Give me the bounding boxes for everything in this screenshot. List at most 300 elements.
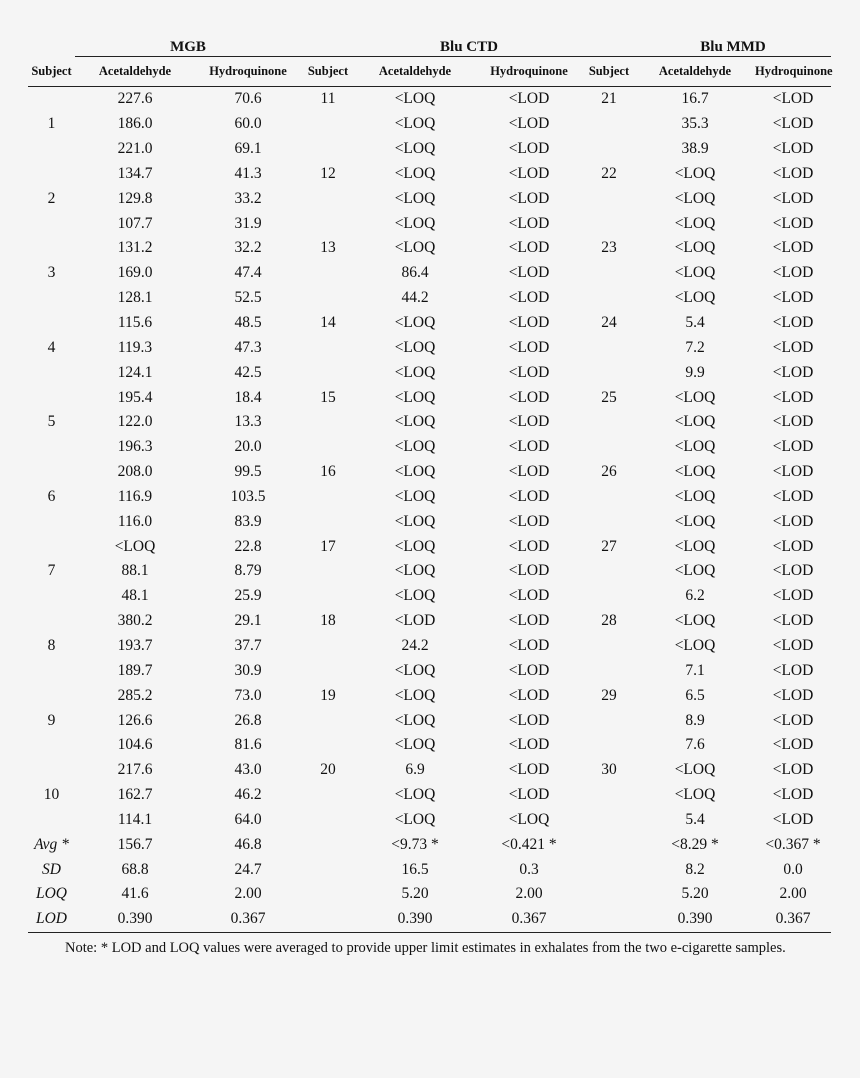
table-row bbox=[28, 509, 831, 534]
table-cell: <LOQ bbox=[394, 90, 436, 108]
table-cell: <LOQ bbox=[508, 810, 550, 828]
table-cell: 115.6 bbox=[117, 314, 153, 332]
table-cell bbox=[583, 186, 635, 211]
table-row bbox=[28, 360, 831, 385]
table-cell bbox=[301, 783, 355, 808]
table-cell: 186.0 bbox=[117, 115, 153, 133]
table-row bbox=[28, 609, 831, 634]
column-header: Acetaldehyde bbox=[75, 57, 195, 87]
table-cell bbox=[28, 87, 75, 112]
table-cell: <LOD bbox=[772, 810, 814, 828]
table-cell: 16 bbox=[320, 463, 336, 481]
table-cell: 126.6 bbox=[117, 711, 153, 729]
table-cell: <LOQ bbox=[674, 164, 716, 182]
table-cell: 22.8 bbox=[234, 537, 262, 555]
table-cell: 103.5 bbox=[230, 487, 266, 505]
table-cell: <LOD bbox=[508, 90, 550, 108]
summary-cell: 0.367 bbox=[475, 907, 583, 932]
table-footnote: Note: * LOD and LOQ values were averaged to provide upper limit estimates in exhalates from the two e-cigarette samples. bbox=[65, 940, 786, 956]
table-cell: 86.4 bbox=[401, 264, 429, 282]
table-body bbox=[28, 87, 831, 933]
table-cell: 9.9 bbox=[685, 363, 705, 381]
table-row bbox=[28, 534, 831, 559]
table-cell bbox=[301, 807, 355, 832]
table-cell bbox=[583, 658, 635, 683]
table-cell: <LOD bbox=[508, 388, 550, 406]
table-cell: <LOD bbox=[508, 612, 550, 630]
table-cell bbox=[28, 509, 75, 534]
empty-cell bbox=[583, 832, 635, 857]
table-cell: 29 bbox=[601, 686, 617, 704]
table-row bbox=[28, 87, 831, 112]
table-cell bbox=[301, 137, 355, 162]
table-cell bbox=[583, 211, 635, 236]
table-cell: 16.7 bbox=[681, 90, 709, 108]
table-cell: <LOD bbox=[508, 115, 550, 133]
table-cell bbox=[301, 509, 355, 534]
table-cell: 24 bbox=[601, 314, 617, 332]
table-cell: <LOD bbox=[772, 512, 814, 530]
empty-cell bbox=[301, 857, 355, 882]
empty-cell bbox=[583, 882, 635, 907]
table-cell: <LOQ bbox=[674, 786, 716, 804]
table-cell: <LOQ bbox=[394, 115, 436, 133]
summary-row bbox=[28, 882, 831, 907]
table-cell: 285.2 bbox=[117, 686, 153, 704]
table-cell bbox=[583, 137, 635, 162]
table-cell bbox=[301, 435, 355, 460]
table-cell: 2 bbox=[47, 189, 56, 207]
empty-cell bbox=[583, 857, 635, 882]
table-cell bbox=[583, 733, 635, 758]
table-cell: <LOD bbox=[772, 587, 814, 605]
table-cell: 33.2 bbox=[234, 189, 262, 207]
table-cell: 162.7 bbox=[117, 786, 153, 804]
table-cell: 26.8 bbox=[234, 711, 262, 729]
table-cell: <LOQ bbox=[394, 711, 436, 729]
table-cell bbox=[28, 758, 75, 783]
table-cell: <LOQ bbox=[394, 438, 436, 456]
table-cell: <LOQ bbox=[394, 314, 436, 332]
table-cell: <LOQ bbox=[394, 562, 436, 580]
table-cell: 46.2 bbox=[234, 786, 262, 804]
table-cell: <LOQ bbox=[394, 786, 436, 804]
table-cell: <LOQ bbox=[674, 388, 716, 406]
table-cell: 37.7 bbox=[234, 636, 262, 654]
table-cell: 3 bbox=[47, 264, 56, 282]
table-cell bbox=[583, 559, 635, 584]
table-cell: 107.7 bbox=[117, 214, 153, 232]
table-cell: <LOQ bbox=[674, 239, 716, 257]
table-cell: <LOQ bbox=[674, 487, 716, 505]
table-cell: <LOD bbox=[508, 289, 550, 307]
table-cell bbox=[301, 559, 355, 584]
summary-row bbox=[28, 832, 831, 857]
table-cell bbox=[28, 385, 75, 410]
table-cell: <LOD bbox=[772, 90, 814, 108]
table-row bbox=[28, 733, 831, 758]
table-cell: 169.0 bbox=[117, 264, 153, 282]
data-table-container bbox=[28, 34, 831, 933]
table-cell: <LOD bbox=[508, 239, 550, 257]
table-cell: <LOD bbox=[772, 537, 814, 555]
summary-cell: 2.00 bbox=[515, 885, 543, 903]
table-cell: <LOD bbox=[772, 711, 814, 729]
column-header: Acetaldehyde bbox=[635, 57, 755, 87]
table-cell: <LOQ bbox=[394, 512, 436, 530]
table-cell: 18 bbox=[320, 612, 336, 630]
table-cell: 6.9 bbox=[405, 761, 425, 779]
table-cell: 119.3 bbox=[117, 338, 153, 356]
table-cell: 195.4 bbox=[117, 388, 153, 406]
group-header-blu-mmd: Blu MMD bbox=[635, 34, 831, 57]
group-header-mgb: MGB bbox=[75, 34, 301, 57]
exhalate-data-table bbox=[28, 34, 831, 933]
table-cell bbox=[28, 460, 75, 485]
table-cell bbox=[583, 360, 635, 385]
table-cell: <LOD bbox=[508, 463, 550, 481]
table-cell: 6.5 bbox=[685, 686, 705, 704]
table-cell: 52.5 bbox=[234, 289, 262, 307]
table-row bbox=[28, 758, 831, 783]
table-cell: <LOD bbox=[772, 264, 814, 282]
table-cell: 7 bbox=[47, 562, 56, 580]
table-cell: <LOQ bbox=[674, 537, 716, 555]
table-cell: <LOD bbox=[772, 164, 814, 182]
table-cell: <LOD bbox=[508, 413, 550, 431]
table-cell: 47.4 bbox=[234, 264, 262, 282]
table-cell: 193.7 bbox=[117, 636, 153, 654]
table-cell bbox=[28, 360, 75, 385]
table-cell: <LOD bbox=[772, 661, 814, 679]
table-cell bbox=[301, 410, 355, 435]
table-cell: 7.6 bbox=[685, 736, 705, 754]
table-row bbox=[28, 584, 831, 609]
table-cell: 9 bbox=[47, 711, 56, 729]
table-cell: <LOQ bbox=[394, 810, 436, 828]
table-cell: 116.0 bbox=[117, 512, 153, 530]
table-cell: <LOQ bbox=[394, 214, 436, 232]
table-cell bbox=[583, 410, 635, 435]
table-cell: <LOQ bbox=[394, 189, 436, 207]
table-cell: 11 bbox=[320, 90, 336, 108]
table-cell: <LOQ bbox=[674, 413, 716, 431]
empty-cell bbox=[583, 907, 635, 932]
table-cell: 7.1 bbox=[685, 661, 705, 679]
table-cell: 128.1 bbox=[117, 289, 153, 307]
table-cell: <LOD bbox=[508, 587, 550, 605]
table-cell: 29.1 bbox=[234, 612, 262, 630]
column-header-row bbox=[28, 57, 831, 87]
summary-cell: <0.367 * bbox=[765, 835, 821, 853]
table-cell: 32.2 bbox=[234, 239, 262, 257]
summary-cell: 68.8 bbox=[121, 860, 149, 878]
table-cell: <LOQ bbox=[674, 438, 716, 456]
table-cell: 28 bbox=[601, 612, 617, 630]
table-cell: <LOQ bbox=[674, 612, 716, 630]
table-cell: <LOQ bbox=[394, 736, 436, 754]
table-cell bbox=[28, 733, 75, 758]
table-cell: 196.3 bbox=[117, 438, 153, 456]
table-cell: <LOD bbox=[508, 636, 550, 654]
table-cell: <LOD bbox=[772, 463, 814, 481]
table-cell: <LOD bbox=[508, 711, 550, 729]
table-cell: <LOD bbox=[508, 761, 550, 779]
summary-label: LOD bbox=[28, 907, 75, 932]
table-cell: 4 bbox=[47, 338, 56, 356]
column-header: Subject bbox=[301, 57, 355, 87]
column-header: Acetaldehyde bbox=[355, 57, 475, 87]
table-cell: 41.3 bbox=[234, 164, 262, 182]
table-cell: 64.0 bbox=[234, 810, 262, 828]
table-cell bbox=[28, 137, 75, 162]
table-cell: 47.3 bbox=[234, 338, 262, 356]
table-cell bbox=[301, 708, 355, 733]
summary-row bbox=[28, 857, 831, 882]
summary-cell: 16.5 bbox=[401, 860, 429, 878]
table-cell: <LOD bbox=[772, 140, 814, 158]
summary-cell: 0.367 bbox=[195, 907, 301, 932]
empty-cell bbox=[301, 882, 355, 907]
table-cell: 13.3 bbox=[234, 413, 262, 431]
table-cell bbox=[583, 708, 635, 733]
table-cell: 19 bbox=[320, 686, 336, 704]
table-cell: 8.9 bbox=[685, 711, 705, 729]
table-cell: <LOQ bbox=[394, 239, 436, 257]
table-cell: 38.9 bbox=[681, 140, 709, 158]
table-cell bbox=[583, 584, 635, 609]
table-cell: <LOQ bbox=[394, 363, 436, 381]
table-cell: <LOD bbox=[772, 338, 814, 356]
table-cell: 27 bbox=[601, 537, 617, 555]
table-row bbox=[28, 137, 831, 162]
table-cell: <LOQ bbox=[394, 388, 436, 406]
table-cell: 14 bbox=[320, 314, 336, 332]
table-cell bbox=[301, 335, 355, 360]
table-row bbox=[28, 683, 831, 708]
table-cell: <LOD bbox=[508, 487, 550, 505]
summary-cell: 41.6 bbox=[121, 885, 149, 903]
summary-cell: 0.0 bbox=[783, 860, 803, 878]
table-cell bbox=[301, 261, 355, 286]
table-cell: 217.6 bbox=[117, 761, 153, 779]
table-cell: <LOD bbox=[508, 686, 550, 704]
table-cell: 20 bbox=[320, 761, 336, 779]
table-cell bbox=[28, 683, 75, 708]
table-cell bbox=[583, 783, 635, 808]
table-cell: <LOD bbox=[772, 736, 814, 754]
table-cell bbox=[583, 335, 635, 360]
table-cell: <LOQ bbox=[674, 562, 716, 580]
table-cell: 70.6 bbox=[234, 90, 262, 108]
group-header-row bbox=[28, 34, 831, 57]
summary-cell: 8.2 bbox=[685, 860, 705, 878]
table-row bbox=[28, 634, 831, 659]
table-cell: <LOQ bbox=[394, 140, 436, 158]
column-header: Hydroquinone bbox=[475, 57, 583, 87]
table-cell: <LOD bbox=[772, 413, 814, 431]
table-cell: 60.0 bbox=[234, 115, 262, 133]
table-row bbox=[28, 236, 831, 261]
summary-cell: 2.00 bbox=[779, 885, 807, 903]
table-cell bbox=[301, 485, 355, 510]
table-cell: 114.1 bbox=[117, 810, 153, 828]
table-cell: <LOD bbox=[772, 562, 814, 580]
table-cell bbox=[583, 435, 635, 460]
summary-cell: 0.390 bbox=[75, 907, 195, 932]
table-cell: <LOQ bbox=[674, 214, 716, 232]
table-cell: 1 bbox=[47, 115, 56, 133]
table-cell bbox=[28, 807, 75, 832]
summary-cell: 5.20 bbox=[681, 885, 709, 903]
summary-label: LOQ bbox=[35, 885, 67, 903]
table-cell: 22 bbox=[601, 164, 617, 182]
table-cell bbox=[28, 236, 75, 261]
table-cell bbox=[301, 112, 355, 137]
table-cell: 18.4 bbox=[234, 388, 262, 406]
table-cell: 48.5 bbox=[234, 314, 262, 332]
table-cell bbox=[28, 609, 75, 634]
table-cell bbox=[583, 261, 635, 286]
table-cell: 88.1 bbox=[121, 562, 149, 580]
column-header: Subject bbox=[583, 57, 635, 87]
table-cell: <LOQ bbox=[674, 264, 716, 282]
empty-cell bbox=[301, 907, 355, 932]
summary-cell: <9.73 * bbox=[391, 835, 439, 853]
summary-cell: 46.8 bbox=[234, 835, 262, 853]
table-cell: <LOQ bbox=[394, 487, 436, 505]
table-row bbox=[28, 485, 831, 510]
table-cell bbox=[28, 211, 75, 236]
table-cell: 7.2 bbox=[685, 338, 705, 356]
summary-cell: 2.00 bbox=[234, 885, 262, 903]
table-cell: 8 bbox=[47, 636, 56, 654]
table-cell: <LOQ bbox=[394, 537, 436, 555]
table-cell: 221.0 bbox=[117, 140, 153, 158]
table-cell: 116.9 bbox=[117, 487, 153, 505]
table-cell: <LOD bbox=[508, 537, 550, 555]
table-cell: 83.9 bbox=[234, 512, 262, 530]
table-cell: 124.1 bbox=[117, 363, 153, 381]
table-cell: 25 bbox=[601, 388, 617, 406]
table-cell bbox=[301, 658, 355, 683]
table-cell: 26 bbox=[601, 463, 617, 481]
table-row bbox=[28, 186, 831, 211]
column-header: Hydroquinone bbox=[755, 57, 831, 87]
table-cell: 43.0 bbox=[234, 761, 262, 779]
table-row bbox=[28, 658, 831, 683]
table-cell: 5.4 bbox=[685, 810, 705, 828]
table-cell: <LOD bbox=[508, 314, 550, 332]
table-cell: 23 bbox=[601, 239, 617, 257]
table-cell: <LOD bbox=[772, 636, 814, 654]
table-cell: 99.5 bbox=[234, 463, 262, 481]
table-row bbox=[28, 559, 831, 584]
table-cell: 81.6 bbox=[234, 736, 262, 754]
table-cell: <LOD bbox=[508, 189, 550, 207]
summary-cell: 0.390 bbox=[355, 907, 475, 932]
table-cell bbox=[583, 485, 635, 510]
table-row bbox=[28, 460, 831, 485]
table-cell: 24.2 bbox=[401, 636, 429, 654]
table-cell bbox=[583, 807, 635, 832]
table-cell: <LOQ bbox=[674, 636, 716, 654]
table-row bbox=[28, 807, 831, 832]
summary-cell: 156.7 bbox=[117, 835, 153, 853]
table-cell: 21 bbox=[601, 90, 617, 108]
table-cell: <LOD bbox=[508, 736, 550, 754]
table-cell: 15 bbox=[320, 388, 336, 406]
table-cell: <LOQ bbox=[394, 686, 436, 704]
table-cell: 35.3 bbox=[681, 115, 709, 133]
table-cell bbox=[28, 435, 75, 460]
table-cell: <LOQ bbox=[674, 289, 716, 307]
table-cell: 30.9 bbox=[234, 661, 262, 679]
table-cell: <LOD bbox=[772, 438, 814, 456]
table-cell: <LOD bbox=[772, 612, 814, 630]
summary-cell: 0.367 bbox=[755, 907, 831, 932]
table-row bbox=[28, 211, 831, 236]
table-cell bbox=[28, 311, 75, 336]
table-cell: 6.2 bbox=[685, 587, 705, 605]
table-cell: 44.2 bbox=[401, 289, 429, 307]
table-cell: 73.0 bbox=[234, 686, 262, 704]
table-cell: <LOQ bbox=[674, 463, 716, 481]
table-cell bbox=[583, 112, 635, 137]
table-cell bbox=[301, 584, 355, 609]
table-cell: 227.6 bbox=[117, 90, 153, 108]
table-cell: <LOD bbox=[508, 786, 550, 804]
table-cell bbox=[583, 509, 635, 534]
table-cell: <LOQ bbox=[394, 587, 436, 605]
group-header-blu-ctd: Blu CTD bbox=[355, 34, 583, 57]
table-row bbox=[28, 708, 831, 733]
table-cell: 208.0 bbox=[117, 463, 153, 481]
summary-label: Avg * bbox=[34, 835, 69, 853]
table-row bbox=[28, 112, 831, 137]
table-row bbox=[28, 385, 831, 410]
table-cell: <LOD bbox=[772, 686, 814, 704]
table-cell: <LOD bbox=[508, 214, 550, 232]
table-cell: 134.7 bbox=[117, 164, 153, 182]
table-cell: <LOD bbox=[394, 612, 436, 630]
table-cell: 5 bbox=[47, 413, 56, 431]
table-cell: <LOD bbox=[508, 164, 550, 182]
table-cell: 17 bbox=[320, 537, 336, 555]
table-cell: 8.79 bbox=[234, 562, 262, 580]
column-header: Hydroquinone bbox=[195, 57, 301, 87]
table-row bbox=[28, 783, 831, 808]
table-cell: <LOD bbox=[772, 487, 814, 505]
table-cell: 42.5 bbox=[234, 363, 262, 381]
table-cell bbox=[583, 286, 635, 311]
summary-row bbox=[28, 907, 831, 932]
table-cell: 12 bbox=[320, 164, 336, 182]
table-cell: <LOD bbox=[772, 289, 814, 307]
table-cell bbox=[301, 186, 355, 211]
table-cell: <LOQ bbox=[394, 661, 436, 679]
table-cell bbox=[301, 634, 355, 659]
table-cell: 104.6 bbox=[117, 736, 153, 754]
table-cell: <LOD bbox=[508, 438, 550, 456]
summary-cell: 0.3 bbox=[519, 860, 539, 878]
table-cell: 69.1 bbox=[234, 140, 262, 158]
table-cell bbox=[28, 584, 75, 609]
summary-cell: 5.20 bbox=[401, 885, 429, 903]
summary-cell: 0.390 bbox=[635, 907, 755, 932]
table-cell bbox=[583, 634, 635, 659]
table-row bbox=[28, 162, 831, 187]
